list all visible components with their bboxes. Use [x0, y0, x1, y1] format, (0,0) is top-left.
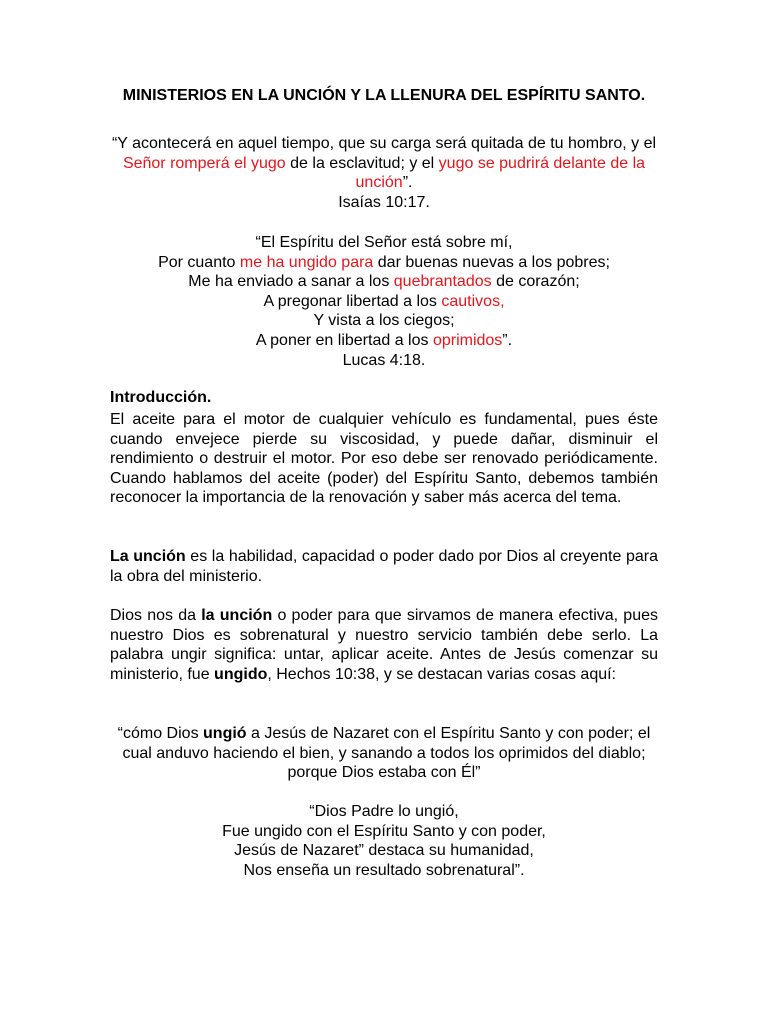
verse-reference: Isaías 10:17. [338, 193, 430, 211]
point-line: Nos enseña un resultado sobrenatural”. [243, 861, 525, 879]
verse-line: Por cuanto me ha ungido para dar buenas nuevas a los pobres; [158, 253, 610, 271]
bold-term: ungió [203, 725, 247, 742]
anointing-paragraph: Dios nos da la unción o poder para que sirvamos de manera efectiva, pues nuestro Dios es sobrenatural y nuestro servicio también debe serlo. La palabra ungir significa: untar, aplicar aceite. Antes de Jesús comenzar su ministerio, fue ungido, Hechos 10:38, y se destacan varias cosas aquí: [110, 607, 658, 683]
verse-line: A poner en libertad a los oprimidos”. [255, 331, 513, 349]
verse-line: Y vista a los ciegos; [313, 312, 455, 330]
intro-paragraph: El aceite para el motor de cualquier vehículo es fundamental, pues éste cuando envejece pierde su viscosidad, y puede dañar, disminuir el rendimiento o destruir el motor. Por eso debe ser renovado periódicamente. Cuando hablamos del aceite (poder) del Espíritu Santo, debemos también reconocer la importancia de la renovación y saber más acerca del tema. [110, 411, 658, 507]
highlight-text: quebrantados [393, 273, 492, 291]
point-line: “Dios Padre lo ungió, [309, 803, 459, 820]
point-line: Jesús de Nazaret” destaca su humanidad, [234, 842, 534, 860]
paragraph-text: es la habilidad, capacidad o poder dado por Dios al creyente para la obra del ministerio. [110, 548, 658, 585]
verse-text: ”. [402, 174, 413, 192]
verse-reference: Lucas 4:18. [342, 351, 426, 369]
highlight-text: me ha ungido para [239, 253, 374, 271]
verse-text: de la esclavitud; y el [285, 154, 439, 172]
verse-text: “Y acontecerá en aquel tiempo, que su carga será quitada de tu hombro, y el [111, 135, 657, 152]
bold-term: la unción [201, 607, 273, 624]
verse-line: A pregonar libertad a los cautivos, [263, 292, 505, 310]
bold-term: ungido [214, 665, 268, 683]
highlight-text: Señor romperá el yugo [122, 154, 286, 172]
points-list [110, 802, 658, 880]
verse-luke [110, 233, 658, 370]
acts-quote: “cómo Dios ungió a Jesús de Nazaret con el Espíritu Santo y con poder; el cual anduvo haciendo el bien, y sanando a todos los oprimidos del diablo; porque Dios estaba con Él” [117, 725, 651, 782]
verse-line: Me ha enviado a sanar a los quebrantados de corazón; [188, 273, 580, 291]
point-line: Fue ungido con el Espíritu Santo y con poder, [222, 822, 546, 840]
highlight-text: cautivos, [441, 292, 505, 310]
highlight-text: yugo se pudrirá delante de la unción [355, 154, 646, 192]
unction-paragraph [110, 547, 658, 586]
highlight-text: oprimidos [432, 331, 503, 349]
verse-isaiah [110, 134, 658, 212]
page-title: MINISTERIOS EN LA UNCIÓN Y LA LLENURA DEL ESPÍRITU SANTO. [122, 87, 646, 104]
bold-term: La unción [110, 548, 186, 565]
section-heading: Introducción. [110, 389, 212, 406]
verse-line: “El Espíritu del Señor está sobre mí, [255, 234, 513, 251]
